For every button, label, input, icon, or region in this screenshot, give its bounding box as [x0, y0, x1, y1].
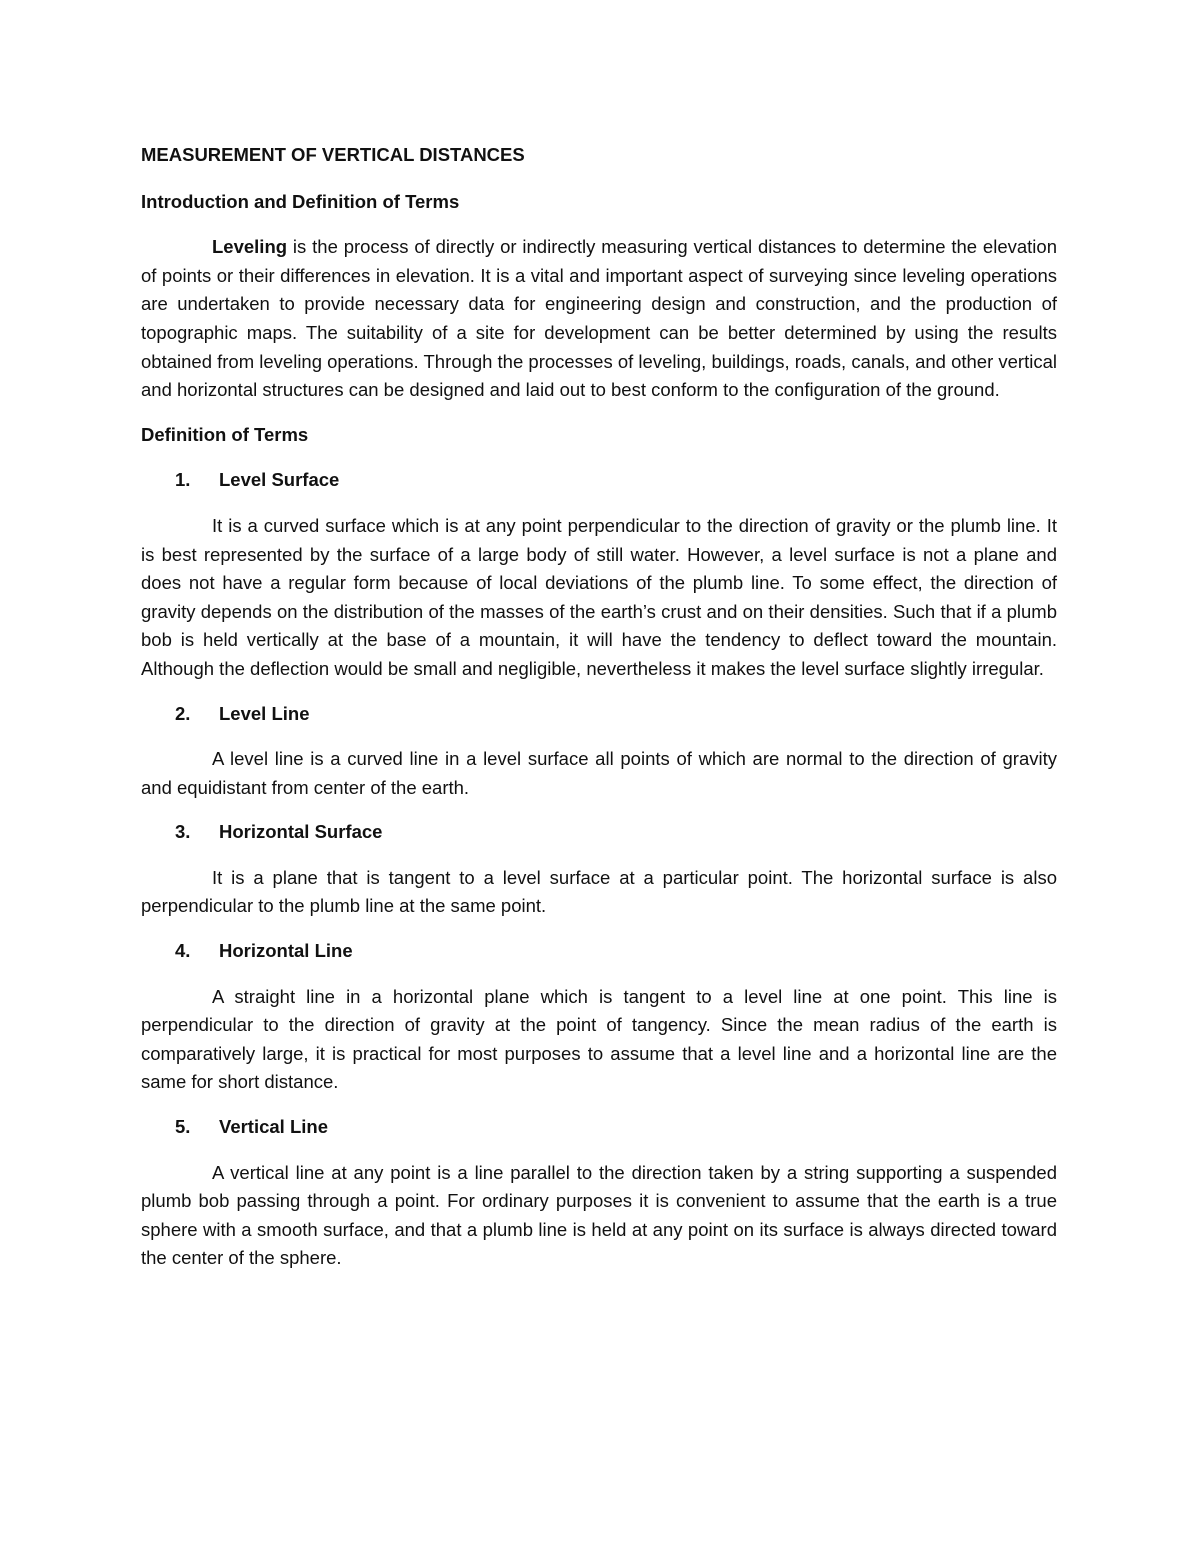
term-heading-level-line [141, 700, 1057, 729]
term-number: 3. [175, 821, 191, 843]
definitions-heading: Definition of Terms [141, 423, 309, 445]
term-number: 5. [175, 1116, 191, 1138]
term-label: Level Surface [219, 469, 340, 491]
term-label: Horizontal Line [219, 940, 353, 962]
term-definition-horizontal-surface: It is a plane that is tangent to a level surface at a particular point. The horizontal surface is also perpendicular to the plumb line at the same point. [141, 866, 1057, 917]
term-number: 1. [175, 469, 191, 491]
term-label: Horizontal Surface [219, 821, 383, 843]
term-definition-level-surface: It is a curved surface which is at any point perpendicular to the direction of gravity or the plumb line. It is best represented by the surface of a large body of still water. However, a level surface is not a plane and does not have a regular form because of local deviations of the plumb line. To some effect, the direction of gravity depends on the distribution of the masses of the earth’s crust and on their densities. Such that if a plumb bob is held vertically at the base of a mountain, it will have the tendency to deflect toward the mountain. Although the deflection would be small and negligible, nevertheless it makes the level surface slightly irregular. [141, 514, 1057, 679]
intro-paragraph [141, 233, 1057, 405]
term-heading-horizontal-line [141, 937, 1057, 966]
intro-paragraph-text: is the process of directly or indirectly measuring vertical distances to determine the elevation of points or their differences in elevation. It is a vital and important aspect of surveying since leveling operations are undertaken to provide necessary data for engineering design and construction, and the production of topographic maps. The suitability of a site for development can be better determined by using the results obtained from leveling operations. Through the processes of leveling, buildings, roads, canals, and other vertical and horizontal structures can be designed and laid out to best conform to the configuration of the ground. [141, 236, 1057, 401]
term-label: Level Line [219, 702, 310, 724]
term-heading-level-surface [141, 466, 1057, 495]
term-heading-vertical-line [141, 1113, 1057, 1142]
term-number: 2. [175, 702, 191, 724]
document-page [141, 141, 1057, 1289]
term-number: 4. [175, 940, 191, 962]
term-definition-level-line: A level line is a curved line in a level surface all points of which are normal to the direction of gravity and equidistant from center of the earth. [141, 748, 1057, 798]
intro-heading: Introduction and Definition of Terms [141, 190, 460, 212]
term-label: Vertical Line [219, 1116, 328, 1138]
term-definition-vertical-line: A vertical line at any point is a line parallel to the direction taken by a string supporting a suspended plumb bob passing through a point. For ordinary purposes it is convenient to assume that the earth is a true sphere with a smooth surface, and that a plumb line is held at any point on its surface is always directed toward the center of the sphere. [141, 1161, 1057, 1269]
term-definition-horizontal-line: A straight line in a horizontal plane which is tangent to a level line at one point. This line is perpendicular to the direction of gravity at the point of tangency. Since the mean radius of the earth is comparatively large, it is practical for most purposes to assume that a level line and a horizontal line are the same for short distance. [141, 985, 1057, 1093]
intro-lead-term: Leveling [212, 236, 288, 258]
document-title: MEASUREMENT OF VERTICAL DISTANCES [141, 144, 525, 165]
term-heading-horizontal-surface [141, 818, 1057, 847]
